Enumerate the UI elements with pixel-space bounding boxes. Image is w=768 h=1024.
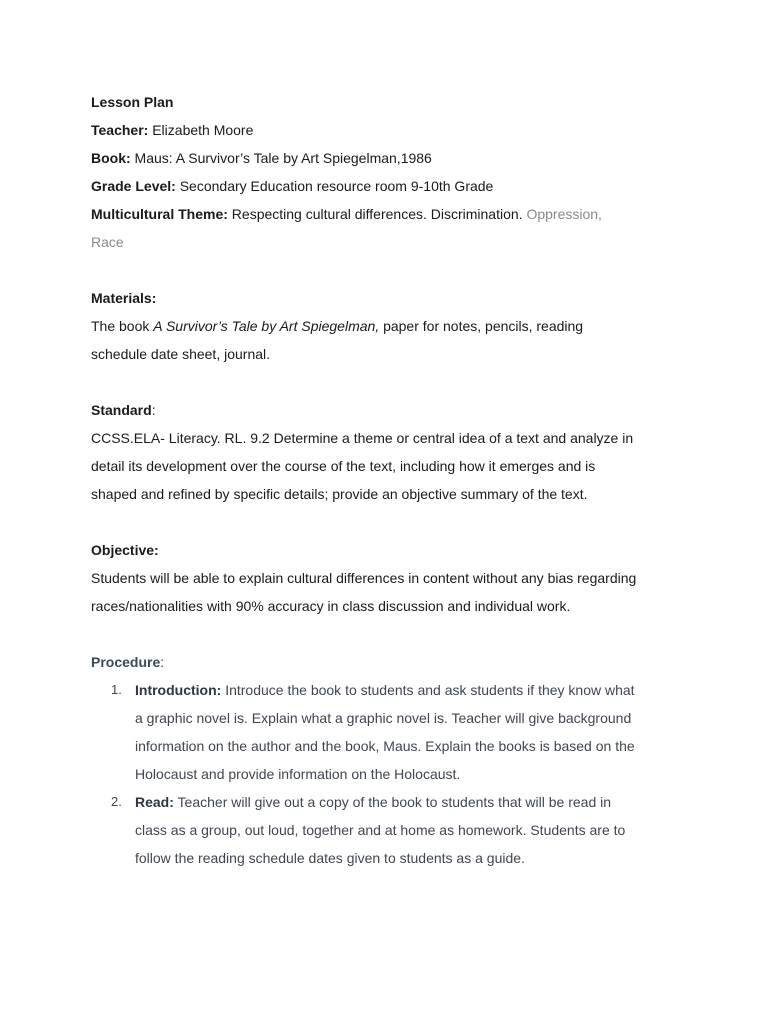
procedure-colon: : [160,654,165,670]
teacher-value: Elizabeth Moore [148,122,254,138]
step-first-line [135,788,691,816]
standard-label: Standard [91,402,152,418]
standard-text-line: detail its development over the course of the text, including how it emerges and is [91,458,596,474]
book-label: Book: [91,150,131,166]
step-text-line: class as a group, out loud, together and at home as homework. Students are to [135,822,626,838]
step-text-line: information on the author and the book, Maus. Explain the books is based on the [135,738,635,754]
step-number: 1. [111,682,122,697]
objective-heading: Objective: [91,542,159,558]
materials-heading: Materials: [91,290,157,306]
objective-text-line: Students will be able to explain cultural differences in content without any bias regarding [91,570,637,586]
procedure-label: Procedure [91,654,161,670]
theme-line [91,200,691,228]
lesson-plan-document [91,88,691,872]
materials-prefix: The book [91,318,154,334]
grade-label: Grade Level: [91,178,176,194]
theme-value-gray: Oppression, [526,206,602,222]
theme-value: Respecting cultural differences. Discrimination. [227,206,527,222]
teacher-label: Teacher: [91,122,149,138]
procedure-heading [91,648,691,676]
step-text: Teacher will give out a copy of the book to students that will be read in [173,794,612,810]
step-text-line: follow the reading schedule dates given to students as a guide. [135,850,525,866]
grade-line [91,172,691,200]
step-text-line: Holocaust and provide information on the Holocaust. [135,766,461,782]
grade-value: Secondary Education resource room 9-10th Grade [175,178,494,194]
step-text: Introduce the book to students and ask students if they know what [221,682,635,698]
objective-text-line: races/nationalities with 90% accuracy in class discussion and individual work. [91,598,571,614]
procedure-list [91,676,691,872]
standard-text-line: CCSS.ELA- Literacy. RL. 9.2 Determine a theme or central idea of a text and analyze in [91,430,634,446]
materials-suffix: paper for notes, pencils, reading [379,318,584,334]
procedure-step [91,676,691,788]
materials-text-line2: schedule date sheet, journal. [91,346,271,362]
step-first-line [135,676,691,704]
teacher-line [91,116,691,144]
materials-book-title: A Survivor’s Tale by Art Spiegelman, [153,318,380,334]
step-heading: Introduction: [135,682,222,698]
standard-colon: : [151,402,156,418]
theme-value-gray-line2: Race [91,234,124,250]
theme-label: Multicultural Theme: [91,206,228,222]
book-value: Maus: A Survivor’s Tale by Art Spiegelman,1986 [130,150,432,166]
procedure-step [91,788,691,872]
materials-text [91,312,691,340]
step-text-line: a graphic novel is. Explain what a graphic novel is. Teacher will give background [135,710,632,726]
step-heading: Read: [135,794,174,810]
standard-heading [91,396,691,424]
document-title: Lesson Plan [91,94,174,110]
step-number: 2. [111,794,122,809]
standard-text-line: shaped and refined by specific details; provide an objective summary of the text. [91,486,588,502]
book-line [91,144,691,172]
